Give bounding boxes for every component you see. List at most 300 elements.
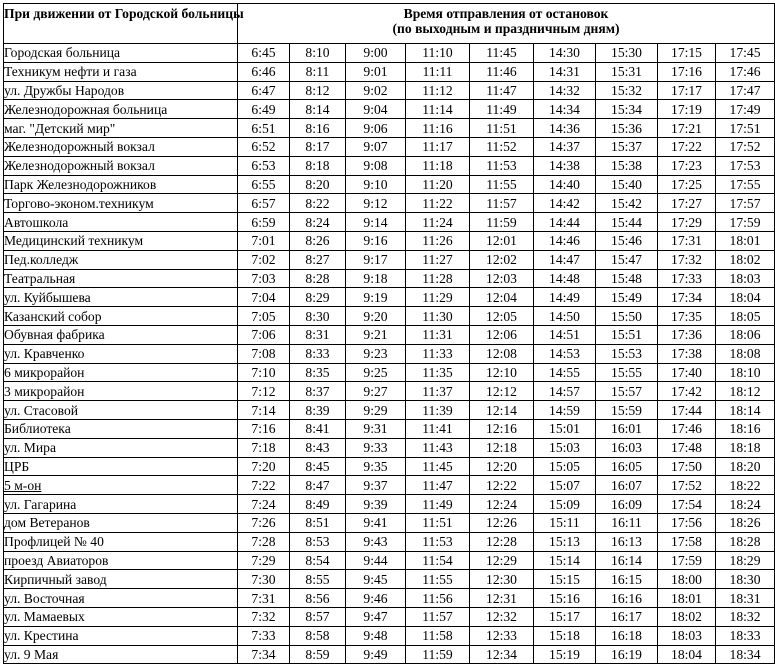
departure-time: 15:14: [534, 551, 596, 570]
stop-name: [4, 476, 238, 495]
departure-time: 7:28: [238, 532, 290, 551]
departure-time: 8:27: [290, 250, 346, 269]
departure-time: 15:03: [534, 438, 596, 457]
stop-name: [4, 626, 238, 645]
departure-time: 14:48: [534, 269, 596, 288]
departure-time: 9:14: [346, 213, 406, 232]
departure-time: 15:55: [596, 363, 658, 382]
stop-name-text: Обувная фабрика: [4, 327, 105, 343]
departure-time: 16:14: [596, 551, 658, 570]
table-row: [4, 44, 775, 63]
departure-time: 8:31: [290, 325, 346, 344]
stop-name-text: ул. Мира: [4, 440, 56, 456]
departure-time: 18:33: [716, 626, 775, 645]
departure-time: 14:37: [534, 137, 596, 156]
departure-time: 9:17: [346, 250, 406, 269]
departure-time: 8:16: [290, 119, 346, 138]
departure-time: 12:28: [470, 532, 534, 551]
departure-time: 15:44: [596, 213, 658, 232]
departure-time: 17:56: [658, 513, 716, 532]
departure-time: 18:28: [716, 532, 775, 551]
departure-time: 8:28: [290, 269, 346, 288]
departure-time: 18:04: [658, 645, 716, 664]
table-row: [4, 607, 775, 626]
departure-time: 6:55: [238, 175, 290, 194]
departure-time: 9:37: [346, 476, 406, 495]
stop-name-text: 6 микрорайон: [4, 364, 85, 380]
departure-time: 14:38: [534, 156, 596, 175]
stop-name: [4, 438, 238, 457]
departure-time: 11:53: [406, 532, 470, 551]
departure-time: 14:55: [534, 363, 596, 382]
departure-time: 15:40: [596, 175, 658, 194]
departure-time: 11:58: [406, 626, 470, 645]
departure-time: 15:53: [596, 344, 658, 363]
departure-time: 7:02: [238, 250, 290, 269]
stop-name-text: Железнодорожная больница: [4, 101, 168, 117]
stop-name: [4, 119, 238, 138]
departure-time: 17:47: [716, 81, 775, 100]
departure-time: 12:30: [470, 570, 534, 589]
departure-time: 12:24: [470, 495, 534, 514]
table-row: [4, 382, 775, 401]
departure-time: 9:39: [346, 495, 406, 514]
departure-time: 9:43: [346, 532, 406, 551]
departure-time: 8:17: [290, 137, 346, 156]
departure-time: 11:55: [470, 175, 534, 194]
departure-time: 18:24: [716, 495, 775, 514]
stop-name: [4, 382, 238, 401]
departure-time: 17:52: [658, 476, 716, 495]
departure-time: 11:12: [406, 81, 470, 100]
departure-time: 18:26: [716, 513, 775, 532]
departure-time: 8:20: [290, 175, 346, 194]
departure-time: 17:34: [658, 288, 716, 307]
stop-name: [4, 513, 238, 532]
departure-time: 7:34: [238, 645, 290, 664]
departure-time: 7:03: [238, 269, 290, 288]
departure-time: 8:41: [290, 419, 346, 438]
stop-name-text: Торгово-эконом.техникум: [4, 195, 154, 211]
stop-name-text: дом Ветеранов: [4, 515, 90, 531]
table-row: [4, 307, 775, 326]
departure-time: 12:31: [470, 589, 534, 608]
departure-time: 15:32: [596, 81, 658, 100]
departure-time: 11:49: [470, 100, 534, 119]
stop-name: [4, 100, 238, 119]
departure-time: 17:33: [658, 269, 716, 288]
departure-time: 15:31: [596, 62, 658, 81]
departure-time: 16:13: [596, 532, 658, 551]
departure-time: 11:17: [406, 137, 470, 156]
stop-name: [4, 645, 238, 664]
stop-name: [4, 363, 238, 382]
departure-time: 14:31: [534, 62, 596, 81]
departure-time: 11:49: [406, 495, 470, 514]
departure-time: 17:46: [658, 419, 716, 438]
departure-time: 15:50: [596, 307, 658, 326]
departure-time: 16:09: [596, 495, 658, 514]
departure-time: 9:31: [346, 419, 406, 438]
stop-name: [4, 137, 238, 156]
departure-time: 17:59: [658, 551, 716, 570]
departure-time: 9:27: [346, 382, 406, 401]
departure-time: 8:58: [290, 626, 346, 645]
departure-time: 18:02: [658, 607, 716, 626]
departure-time: 14:42: [534, 194, 596, 213]
stop-name: [4, 457, 238, 476]
stop-name-text: Театральная: [4, 270, 76, 286]
departure-time: 7:32: [238, 607, 290, 626]
departure-time: 8:12: [290, 81, 346, 100]
table-row: [4, 213, 775, 232]
stop-name-text: Пед.колледж: [4, 252, 79, 268]
stop-name: [4, 44, 238, 63]
stop-name: [4, 532, 238, 551]
stop-name: [4, 607, 238, 626]
stop-name: [4, 81, 238, 100]
departure-time: 9:07: [346, 137, 406, 156]
departure-time: 16:16: [596, 589, 658, 608]
departure-time: 15:19: [534, 645, 596, 664]
departure-time: 11:28: [406, 269, 470, 288]
departure-time: 18:14: [716, 401, 775, 420]
stop-name: [4, 213, 238, 232]
departure-time: 12:05: [470, 307, 534, 326]
departure-time: 15:59: [596, 401, 658, 420]
departure-time: 7:20: [238, 457, 290, 476]
departure-time: 18:16: [716, 419, 775, 438]
departure-time: 8:51: [290, 513, 346, 532]
stop-name-text: ул. Гагарина: [4, 496, 77, 512]
departure-time: 16:07: [596, 476, 658, 495]
departure-time: 9:33: [346, 438, 406, 457]
departure-time: 15:16: [534, 589, 596, 608]
departure-time: 17:27: [658, 194, 716, 213]
departure-time: 9:44: [346, 551, 406, 570]
departure-time: 8:30: [290, 307, 346, 326]
departure-time: 14:40: [534, 175, 596, 194]
table-row: [4, 645, 775, 664]
table-row: [4, 570, 775, 589]
departure-time: 18:03: [716, 269, 775, 288]
departure-time: 17:38: [658, 344, 716, 363]
departure-time: 7:04: [238, 288, 290, 307]
departure-times-header: [238, 4, 775, 44]
departure-time: 8:11: [290, 62, 346, 81]
departure-time: 8:43: [290, 438, 346, 457]
departure-time: 7:14: [238, 401, 290, 420]
stop-name-text: ул. Мамаевых: [4, 609, 85, 625]
departure-time: 9:47: [346, 607, 406, 626]
departure-time: 14:36: [534, 119, 596, 138]
stop-name-text: ул. Кравченко: [4, 346, 85, 362]
departure-time: 12:20: [470, 457, 534, 476]
departure-time: 8:26: [290, 231, 346, 250]
departure-time: 14:44: [534, 213, 596, 232]
departure-time: 8:45: [290, 457, 346, 476]
table-row: [4, 589, 775, 608]
table-row: [4, 156, 775, 175]
departure-time: 11:47: [406, 476, 470, 495]
departure-time: 18:12: [716, 382, 775, 401]
departure-time: 9:19: [346, 288, 406, 307]
stop-name: [4, 62, 238, 81]
departure-time: 15:11: [534, 513, 596, 532]
departure-time: 17:16: [658, 62, 716, 81]
stop-name-text: 3 микрорайон: [4, 383, 85, 399]
departure-time: 16:11: [596, 513, 658, 532]
departure-time: 16:18: [596, 626, 658, 645]
departure-time: 17:58: [658, 532, 716, 551]
stop-name-text: Кирпичный завод: [4, 571, 107, 587]
departure-time: 17:40: [658, 363, 716, 382]
stop-name-text: ул. Дружбы Народов: [4, 82, 125, 98]
departure-time: 8:14: [290, 100, 346, 119]
departure-time: 6:46: [238, 62, 290, 81]
departure-time: 15:05: [534, 457, 596, 476]
departure-time: 11:35: [406, 363, 470, 382]
departure-time: 18:20: [716, 457, 775, 476]
departure-time: 8:10: [290, 44, 346, 63]
table-row: [4, 438, 775, 457]
departure-time: 16:17: [596, 607, 658, 626]
departure-time: 9:46: [346, 589, 406, 608]
departure-time: 6:53: [238, 156, 290, 175]
departure-time: 9:10: [346, 175, 406, 194]
departure-time: 9:01: [346, 62, 406, 81]
table-row: [4, 419, 775, 438]
departure-time: 15:38: [596, 156, 658, 175]
departure-time: 8:33: [290, 344, 346, 363]
departure-time: 11:27: [406, 250, 470, 269]
departure-time: 11:55: [406, 570, 470, 589]
stop-name-text: Библиотека: [4, 421, 71, 437]
departure-time: 15:46: [596, 231, 658, 250]
departure-time: 18:01: [716, 231, 775, 250]
departure-time: 17:17: [658, 81, 716, 100]
timetable-document: [3, 3, 775, 664]
departure-time: 9:35: [346, 457, 406, 476]
departure-time: 6:57: [238, 194, 290, 213]
stop-name-text: Техникум нефти и газа: [4, 64, 137, 80]
departure-time: 15:18: [534, 626, 596, 645]
departure-time: 17:46: [716, 62, 775, 81]
departure-time: 7:33: [238, 626, 290, 645]
departure-time: 17:55: [716, 175, 775, 194]
table-row: [4, 250, 775, 269]
departure-time: 11:51: [406, 513, 470, 532]
stop-name-text: маг. "Детский мир": [4, 120, 116, 136]
departure-time: 11:29: [406, 288, 470, 307]
departure-time: 9:16: [346, 231, 406, 250]
departure-time: 11:57: [406, 607, 470, 626]
table-row: [4, 137, 775, 156]
departure-time: 17:54: [658, 495, 716, 514]
departure-time: 17:29: [658, 213, 716, 232]
stop-name: [4, 194, 238, 213]
table-row: [4, 551, 775, 570]
departure-time: 11:53: [470, 156, 534, 175]
departure-time: 7:24: [238, 495, 290, 514]
departure-time: 15:47: [596, 250, 658, 269]
departure-time: 11:45: [470, 44, 534, 63]
departure-time: 15:51: [596, 325, 658, 344]
departure-time: 15:42: [596, 194, 658, 213]
departure-time: 11:10: [406, 44, 470, 63]
departure-time: 14:47: [534, 250, 596, 269]
departure-time: 17:31: [658, 231, 716, 250]
table-row: [4, 325, 775, 344]
table-row: [4, 513, 775, 532]
departure-time: 8:57: [290, 607, 346, 626]
departure-time: 6:52: [238, 137, 290, 156]
departure-time: 7:01: [238, 231, 290, 250]
stop-name: [4, 175, 238, 194]
departure-time: 17:44: [658, 401, 716, 420]
departure-time: 17:15: [658, 44, 716, 63]
departure-time: 12:08: [470, 344, 534, 363]
departure-time: 11:51: [470, 119, 534, 138]
stop-name: [4, 344, 238, 363]
departure-time: 6:45: [238, 44, 290, 63]
departure-time: 15:15: [534, 570, 596, 589]
departure-time: 8:22: [290, 194, 346, 213]
departure-time: 11:57: [470, 194, 534, 213]
route-direction-header: [4, 4, 244, 44]
departure-time: 9:29: [346, 401, 406, 420]
departure-time: 15:09: [534, 495, 596, 514]
departure-time: 8:49: [290, 495, 346, 514]
stop-name: [4, 325, 238, 344]
departure-time: 15:13: [534, 532, 596, 551]
departure-time: 11:46: [470, 62, 534, 81]
departure-time: 11:22: [406, 194, 470, 213]
departure-time: 14:46: [534, 231, 596, 250]
departure-time: 17:59: [716, 213, 775, 232]
departure-time: 12:16: [470, 419, 534, 438]
stop-name-text: ул. 9 Мая: [4, 646, 59, 662]
departure-time: 17:25: [658, 175, 716, 194]
departure-time: 18:05: [716, 307, 775, 326]
departure-time: 17:48: [658, 438, 716, 457]
departure-time: 8:54: [290, 551, 346, 570]
departure-time: 14:57: [534, 382, 596, 401]
stop-name-text: Медицинский техникум: [4, 233, 144, 249]
departure-time: 17:57: [716, 194, 775, 213]
table-row: [4, 401, 775, 420]
departure-time: 12:06: [470, 325, 534, 344]
table-row: [4, 194, 775, 213]
departure-time: 7:08: [238, 344, 290, 363]
departure-time: 11:14: [406, 100, 470, 119]
departure-time: 11:43: [406, 438, 470, 457]
departure-time: 8:35: [290, 363, 346, 382]
departure-time: 17:50: [658, 457, 716, 476]
departure-time: 8:56: [290, 589, 346, 608]
departure-time: 17:22: [658, 137, 716, 156]
table-row: [4, 119, 775, 138]
stop-name-text: ул. Стасовой: [4, 402, 79, 418]
stop-name: [4, 401, 238, 420]
departure-time: 12:12: [470, 382, 534, 401]
departure-time: 12:29: [470, 551, 534, 570]
departure-time: 17:36: [658, 325, 716, 344]
departure-time: 7:29: [238, 551, 290, 570]
departure-time: 8:55: [290, 570, 346, 589]
departure-time: 12:32: [470, 607, 534, 626]
departure-time: 7:05: [238, 307, 290, 326]
departure-time: 17:19: [658, 100, 716, 119]
departure-time: 18:34: [716, 645, 775, 664]
departure-time: 12:34: [470, 645, 534, 664]
departure-time: 15:34: [596, 100, 658, 119]
departure-time: 8:37: [290, 382, 346, 401]
table-row: [4, 175, 775, 194]
table-row: [4, 100, 775, 119]
departure-time: 7:18: [238, 438, 290, 457]
departure-time: 11:20: [406, 175, 470, 194]
departure-time: 18:22: [716, 476, 775, 495]
stop-name-text: ЦРБ: [4, 458, 30, 474]
departure-time: 17:42: [658, 382, 716, 401]
departure-time: 12:18: [470, 438, 534, 457]
stop-name-text: проезд Авиаторов: [4, 552, 109, 568]
departure-time: 11:47: [470, 81, 534, 100]
departure-time: 8:59: [290, 645, 346, 664]
stop-name: [4, 419, 238, 438]
table-row: [4, 626, 775, 645]
departure-time: 8:39: [290, 401, 346, 420]
table-row: [4, 457, 775, 476]
table-row: [4, 532, 775, 551]
departure-time: 14:51: [534, 325, 596, 344]
departure-time: 9:23: [346, 344, 406, 363]
route-direction-title: При движении от Городской больницы: [4, 6, 244, 21]
departure-time: 9:04: [346, 100, 406, 119]
departure-time: 17:49: [716, 100, 775, 119]
departure-time: 15:17: [534, 607, 596, 626]
departure-times-title: Время отправления от остановок: [403, 6, 609, 21]
departure-time: 8:24: [290, 213, 346, 232]
departure-time: 15:48: [596, 269, 658, 288]
departure-time: 7:26: [238, 513, 290, 532]
departure-time: 18:18: [716, 438, 775, 457]
departure-time: 11:16: [406, 119, 470, 138]
table-row: [4, 495, 775, 514]
departure-time: 7:31: [238, 589, 290, 608]
departure-time: 17:23: [658, 156, 716, 175]
timetable-body: [4, 44, 775, 664]
departure-time: 7:10: [238, 363, 290, 382]
departure-time: 14:49: [534, 288, 596, 307]
departure-time: 17:21: [658, 119, 716, 138]
departure-time: 11:26: [406, 231, 470, 250]
departure-time: 14:59: [534, 401, 596, 420]
stop-name-text: ул. Восточная: [4, 590, 85, 606]
departure-time: 15:37: [596, 137, 658, 156]
departure-time: 16:03: [596, 438, 658, 457]
stop-name-text: 5 м-он: [4, 477, 42, 493]
stop-name: [4, 551, 238, 570]
departure-time: 11:54: [406, 551, 470, 570]
departure-time: 9:02: [346, 81, 406, 100]
stop-name: [4, 231, 238, 250]
departure-time: 14:53: [534, 344, 596, 363]
departure-time: 7:12: [238, 382, 290, 401]
departure-time: 18:01: [658, 589, 716, 608]
stop-name: [4, 570, 238, 589]
